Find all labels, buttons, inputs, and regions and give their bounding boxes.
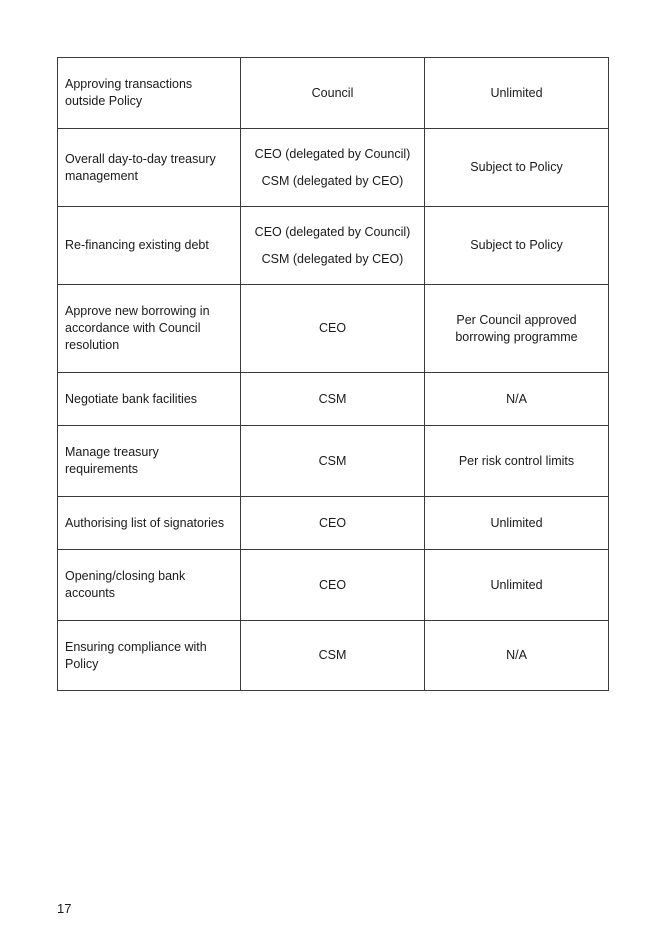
delegate-cell [241, 285, 425, 373]
limit-cell: Unlimited [425, 497, 609, 550]
delegate-cell [241, 426, 425, 497]
table-row [58, 58, 609, 129]
delegate-line: CEO [318, 577, 347, 592]
delegate-cell [241, 129, 425, 207]
limit-cell: N/A [425, 621, 609, 691]
limit-cell: Unlimited [425, 550, 609, 621]
delegate-cell [241, 550, 425, 621]
table-row [58, 285, 609, 373]
delegate-cell [241, 207, 425, 285]
table-row [58, 497, 609, 550]
activity-cell: Manage treasury requirements [58, 426, 241, 497]
delegate-cell [241, 497, 425, 550]
table-row [58, 550, 609, 621]
delegate-line: CEO [318, 515, 347, 530]
table-row [58, 207, 609, 285]
delegate-line: CSM [318, 648, 347, 662]
activity-cell: Ensuring compliance with Policy [58, 621, 241, 691]
delegate-line: CEO [318, 321, 347, 335]
activity-cell: Negotiate bank facilities [58, 373, 241, 426]
delegate-line: Council [311, 85, 354, 100]
table-row [58, 621, 609, 691]
activity-cell: Re-financing existing debt [58, 207, 241, 285]
delegate-line: CSM (delegated by CEO) [261, 173, 404, 188]
activity-cell: Overall day-to-day treasury management [58, 129, 241, 207]
limit-cell: N/A [425, 373, 609, 426]
delegate-line: CEO (delegated by Council) [254, 146, 411, 161]
table-row [58, 373, 609, 426]
table-row [58, 426, 609, 497]
delegate-line: CSM [318, 391, 347, 406]
limit-cell: Per risk control limits [425, 426, 609, 497]
limit-cell: Subject to Policy [425, 129, 609, 207]
delegate-line: CEO (delegated by Council) [254, 224, 411, 239]
page-number: 17 [57, 901, 72, 916]
delegation-table [57, 57, 609, 691]
delegate-cell [241, 373, 425, 426]
delegate-line: CSM (delegated by CEO) [261, 251, 404, 266]
activity-cell: Authorising list of signatories [58, 497, 241, 550]
delegate-cell [241, 58, 425, 129]
delegate-line: CSM [318, 453, 347, 468]
limit-cell: Per Council approved borrowing programme [425, 285, 609, 373]
table-row [58, 129, 609, 207]
delegate-cell [241, 621, 425, 691]
activity-cell: Approve new borrowing in accordance with Council resolution [58, 285, 241, 373]
activity-cell: Opening/closing bank accounts [58, 550, 241, 621]
limit-cell: Unlimited [425, 58, 609, 129]
activity-cell: Approving transactions outside Policy [58, 58, 241, 129]
limit-cell: Subject to Policy [425, 207, 609, 285]
